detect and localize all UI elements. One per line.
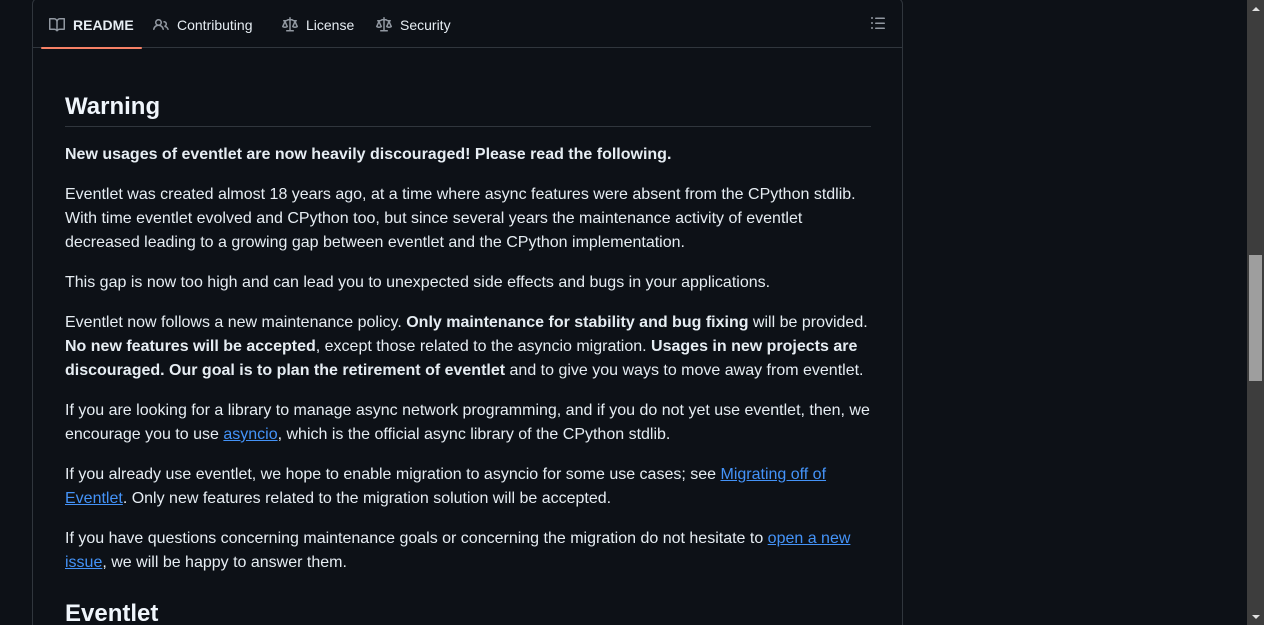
- migrating-off-eventlet-link[interactable]: Migrating off of Eventlet: [65, 466, 827, 507]
- scroll-down-arrow[interactable]: [1247, 608, 1264, 625]
- law-icon: [282, 17, 298, 33]
- migration-text-2: . Only new features related to the migration solution will be accepted.: [122, 490, 612, 507]
- policy-bold-1: Only maintenance for stability and bug fixing: [406, 314, 749, 331]
- open-new-issue-link[interactable]: open a new issue: [65, 530, 851, 571]
- table-of-contents-button[interactable]: [870, 15, 886, 31]
- law-icon: [376, 17, 392, 33]
- policy-text-2: will be provided.: [748, 314, 868, 331]
- asyncio-link[interactable]: asyncio: [223, 426, 278, 443]
- tab-license[interactable]: [282, 1, 354, 48]
- tab-contributing-label: Contributing: [177, 16, 253, 33]
- paragraph-discouraged: [65, 143, 871, 167]
- paragraph-asyncio: [65, 399, 871, 447]
- asyncio-text-1: If you are looking for a library to manage async network programming, and if you do not yet use eventlet, then, we encourage you to use: [65, 402, 870, 443]
- paragraph-migration: [65, 463, 871, 511]
- readme-panel: [32, 0, 903, 625]
- scrollbar-thumb[interactable]: [1249, 255, 1262, 381]
- book-icon: [49, 17, 65, 33]
- scroll-up-arrow[interactable]: [1247, 0, 1264, 17]
- questions-text-1: If you have questions concerning maintenance goals or concerning the migration do not hesitate to: [65, 530, 768, 547]
- tab-license-label: License: [306, 16, 355, 33]
- heading-warning: Warning: [65, 92, 871, 127]
- policy-text-3: , except those related to the asyncio migration.: [315, 338, 652, 355]
- questions-text-2: , we will be happy to answer them.: [102, 554, 347, 571]
- tab-security-label: Security: [400, 16, 451, 33]
- readme-article: [65, 48, 871, 625]
- discouraged-notice: New usages of eventlet are now heavily discouraged! Please read the following.: [65, 146, 672, 163]
- paragraph-questions: [65, 527, 871, 575]
- policy-bold-3: Usages in new projects are discouraged. Our goal is to plan the retirement of eventlet: [65, 338, 858, 379]
- tab-readme-label: README: [73, 16, 134, 33]
- readme-tab-bar: [33, 0, 902, 48]
- list-unordered-icon: [870, 15, 886, 31]
- heading-eventlet: Eventlet: [65, 600, 159, 625]
- policy-bold-2: No new features will be accepted: [65, 338, 316, 355]
- policy-text-4: and to give you ways to move away from eventlet.: [505, 362, 864, 379]
- tab-readme[interactable]: [49, 1, 134, 48]
- policy-text-1: Eventlet now follows a new maintenance policy.: [65, 314, 407, 331]
- people-icon: [153, 17, 169, 33]
- tab-security[interactable]: [376, 1, 451, 48]
- tab-contributing[interactable]: [153, 1, 253, 48]
- vertical-scrollbar[interactable]: [1247, 0, 1264, 625]
- asyncio-text-2: , which is the official async library of the CPython stdlib.: [277, 426, 671, 443]
- migration-text-1: If you already use eventlet, we hope to enable migration to asyncio for some use cases; see: [65, 466, 721, 483]
- paragraph-policy: [65, 311, 871, 383]
- paragraph-history: Eventlet was created almost 18 years ago, at a time where async features were absent from the CPython stdlib. With time eventlet evolved and CPython too, but since several years the maintenance activity of eventlet decreased leading to a growing gap between eventlet and the CPython implementation.: [65, 186, 856, 251]
- paragraph-gap: This gap is now too high and can lead you to unexpected side effects and bugs in your applications.: [65, 274, 771, 291]
